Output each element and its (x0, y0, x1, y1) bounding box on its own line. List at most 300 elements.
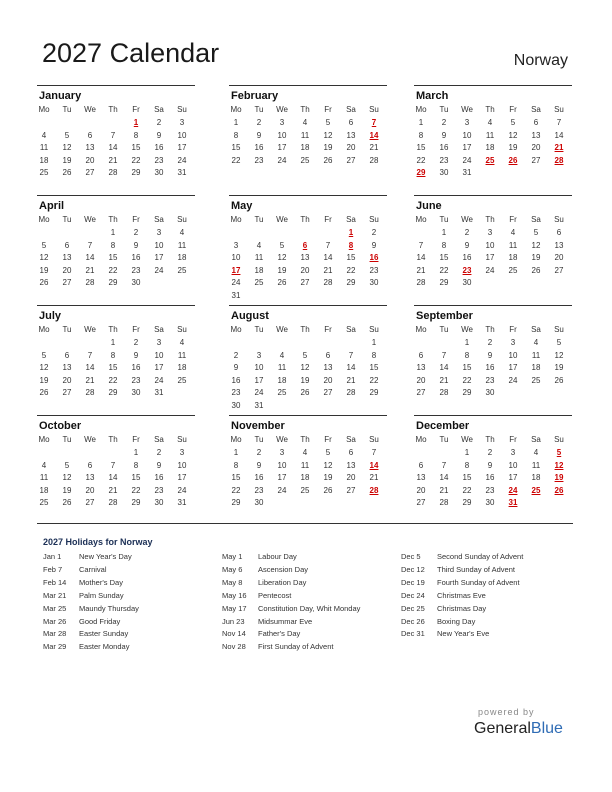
holiday-date: Mar 28 (43, 629, 67, 639)
weekday-header: Mo (415, 215, 427, 224)
day-cell: 23 (369, 265, 379, 275)
day-cell: 14 (108, 473, 118, 483)
holiday-day-cell: 25 (531, 485, 541, 495)
month-divider (414, 415, 572, 416)
weekday-header: Tu (254, 325, 264, 334)
weekday-header: Th (300, 215, 310, 224)
month-name: June (416, 200, 442, 212)
day-cell: 12 (277, 253, 287, 263)
day-cell: 14 (85, 363, 95, 373)
day-cell: 27 (85, 498, 95, 508)
day-cell: 6 (556, 228, 562, 237)
day-cell: 16 (154, 473, 164, 483)
day-cell: 4 (533, 338, 539, 347)
weekday-header: Mo (230, 215, 242, 224)
weekday-header: Sa (346, 435, 356, 444)
day-cell: 22 (231, 485, 241, 495)
holiday-date: Mar 25 (43, 603, 67, 613)
powered-by-text: powered by (478, 707, 535, 717)
day-cell: 21 (323, 265, 333, 275)
weekday-header: Fr (324, 105, 332, 114)
day-cell: 31 (177, 498, 187, 508)
day-cell: 24 (231, 278, 241, 288)
day-cell: 11 (300, 130, 310, 140)
day-cell: 28 (108, 168, 118, 178)
day-cell: 28 (369, 155, 379, 165)
day-cell: 8 (133, 130, 139, 140)
holiday-entry (401, 565, 515, 574)
day-cell: 9 (156, 460, 162, 470)
day-cell: 7 (110, 130, 116, 140)
day-cell: 14 (323, 253, 333, 263)
day-cell: 21 (108, 155, 118, 165)
day-cell: 3 (156, 338, 162, 347)
holiday-entry (222, 565, 308, 574)
day-cell: 29 (346, 278, 356, 288)
holiday-name: Ascension Day (258, 564, 309, 574)
day-cell: 17 (508, 363, 518, 373)
day-cell: 5 (41, 350, 47, 360)
day-cell: 9 (441, 130, 447, 140)
month-divider (37, 305, 195, 306)
month-divider (37, 195, 195, 196)
day-cell: 25 (300, 485, 310, 495)
day-cell: 26 (62, 168, 72, 178)
holiday-name: Good Friday (79, 616, 121, 626)
holiday-day-cell: 6 (302, 240, 308, 250)
day-cell: 8 (233, 130, 239, 140)
holiday-day-cell: 16 (369, 253, 379, 263)
weekday-header: Su (177, 435, 187, 444)
holiday-name: Christmas Day (437, 603, 487, 613)
day-cell: 9 (133, 240, 139, 250)
day-cell: 18 (508, 253, 518, 263)
weekday-header: Tu (62, 105, 72, 114)
holiday-day-cell: 8 (348, 240, 354, 250)
day-cell: 16 (131, 253, 141, 263)
day-cell: 23 (439, 155, 449, 165)
day-cell: 29 (108, 278, 118, 288)
holiday-name: Boxing Day (437, 616, 476, 626)
day-cell: 23 (231, 388, 241, 398)
day-cell: 22 (462, 375, 472, 385)
day-cell: 30 (154, 168, 164, 178)
day-cell: 21 (369, 473, 379, 483)
day-cell: 1 (371, 338, 377, 347)
day-cell: 5 (325, 118, 331, 127)
day-cell: 4 (279, 350, 285, 360)
holiday-date: Dec 5 (401, 552, 421, 561)
holiday-entry (401, 591, 486, 600)
day-cell: 27 (62, 388, 72, 398)
day-cell: 16 (485, 473, 495, 483)
day-cell: 6 (325, 350, 331, 360)
day-cell: 9 (371, 240, 377, 250)
day-cell: 3 (279, 448, 285, 457)
holiday-entry (222, 629, 300, 638)
holiday-entry (43, 642, 129, 651)
holiday-entry (43, 604, 139, 613)
month-name: April (39, 200, 65, 212)
month-june (414, 195, 572, 295)
day-cell: 15 (131, 143, 141, 153)
day-cell: 2 (256, 448, 262, 457)
holiday-date: Dec 24 (401, 590, 425, 600)
month-november (229, 415, 387, 515)
weekday-header: We (276, 215, 288, 224)
weekday-header: Mo (230, 325, 242, 334)
day-cell: 9 (133, 350, 139, 360)
day-cell: 18 (485, 143, 495, 153)
holiday-date: Dec 25 (401, 603, 425, 613)
weekday-header: Tu (439, 105, 449, 114)
day-cell: 18 (39, 485, 49, 495)
day-cell: 4 (302, 448, 308, 457)
day-cell: 31 (177, 168, 187, 178)
holiday-date: Mar 29 (43, 642, 67, 652)
day-cell: 19 (323, 473, 333, 483)
weekday-header: Su (554, 435, 564, 444)
day-cell: 25 (39, 168, 49, 178)
holiday-date: Dec 31 (401, 629, 425, 639)
day-cell: 27 (85, 168, 95, 178)
day-cell: 26 (62, 498, 72, 508)
weekday-header: Fr (324, 215, 332, 224)
weekday-header: Tu (254, 435, 264, 444)
day-cell: 13 (62, 253, 72, 263)
month-name: September (416, 310, 473, 322)
day-cell: 2 (441, 118, 447, 127)
holiday-date: Feb 7 (43, 564, 63, 574)
holiday-date: May 17 (222, 603, 247, 613)
day-cell: 8 (133, 460, 139, 470)
day-cell: 25 (300, 155, 310, 165)
day-cell: 30 (231, 401, 241, 410)
weekday-header: Sa (346, 215, 356, 224)
day-cell: 12 (62, 143, 72, 153)
holiday-day-cell: 19 (554, 473, 564, 483)
day-cell: 29 (462, 498, 472, 508)
holiday-day-cell: 5 (556, 448, 562, 457)
holiday-name: Mother's Day (79, 577, 123, 587)
holiday-entry (222, 552, 297, 561)
holiday-name: Father's Day (258, 629, 301, 639)
divider (37, 523, 573, 524)
day-cell: 23 (154, 485, 164, 495)
day-cell: 31 (231, 291, 241, 300)
day-cell: 8 (110, 240, 116, 250)
day-cell: 13 (416, 473, 426, 483)
weekday-header: Th (108, 435, 118, 444)
day-cell: 11 (300, 460, 310, 470)
weekday-header: Su (177, 215, 187, 224)
weekday-header: We (84, 325, 96, 334)
day-cell: 7 (348, 350, 354, 360)
holiday-day-cell: 14 (369, 130, 379, 140)
day-cell: 3 (156, 228, 162, 237)
day-cell: 10 (485, 240, 495, 250)
holiday-name: Liberation Day (258, 577, 307, 587)
month-divider (414, 195, 572, 196)
holiday-day-cell: 26 (508, 155, 518, 165)
day-cell: 26 (554, 375, 564, 385)
weekday-header: We (84, 105, 96, 114)
day-cell: 17 (254, 375, 264, 385)
day-cell: 4 (41, 130, 47, 140)
day-cell: 10 (508, 350, 518, 360)
weekday-header: Tu (254, 105, 264, 114)
holiday-date: Dec 26 (401, 616, 425, 626)
weekday-header: Tu (62, 215, 72, 224)
holiday-name: Third Sunday of Advent (437, 564, 515, 574)
day-cell: 7 (87, 350, 93, 360)
day-cell: 22 (369, 375, 379, 385)
weekday-header: Th (485, 435, 495, 444)
day-cell: 24 (277, 155, 287, 165)
day-cell: 5 (41, 240, 47, 250)
holiday-name: Palm Sunday (79, 590, 124, 600)
month-name: November (231, 420, 285, 432)
day-cell: 10 (177, 460, 187, 470)
day-cell: 24 (154, 375, 164, 385)
day-cell: 28 (85, 278, 95, 288)
day-cell: 19 (39, 375, 49, 385)
day-cell: 27 (346, 485, 356, 495)
day-cell: 14 (439, 473, 449, 483)
day-cell: 20 (62, 265, 72, 275)
weekday-header: Su (369, 215, 379, 224)
day-cell: 15 (231, 473, 241, 483)
holiday-day-cell: 24 (508, 485, 518, 495)
holiday-day-cell: 26 (554, 485, 564, 495)
holiday-entry (43, 629, 128, 638)
day-cell: 22 (131, 155, 141, 165)
month-february (229, 85, 387, 185)
day-cell: 20 (416, 375, 426, 385)
day-cell: 22 (231, 155, 241, 165)
day-cell: 9 (464, 240, 470, 250)
day-cell: 11 (177, 240, 187, 250)
day-cell: 16 (462, 253, 472, 263)
day-cell: 9 (487, 350, 493, 360)
day-cell: 11 (39, 473, 49, 483)
weekday-header: Th (108, 215, 118, 224)
holiday-date: May 16 (222, 590, 247, 600)
holiday-entry (401, 578, 520, 587)
day-cell: 4 (487, 118, 493, 127)
holiday-name: Christmas Eve (437, 590, 486, 600)
weekday-header: We (461, 325, 473, 334)
day-cell: 23 (485, 375, 495, 385)
day-cell: 20 (85, 155, 95, 165)
weekday-header: Mo (38, 105, 50, 114)
day-cell: 30 (254, 498, 264, 508)
holiday-day-cell: 28 (554, 155, 564, 165)
day-cell: 2 (233, 350, 239, 360)
day-cell: 1 (233, 118, 239, 127)
weekday-header: Mo (38, 215, 50, 224)
day-cell: 3 (256, 350, 262, 360)
day-cell: 20 (323, 375, 333, 385)
day-cell: 30 (439, 168, 449, 178)
day-cell: 16 (254, 473, 264, 483)
month-october (37, 415, 195, 515)
day-cell: 20 (554, 253, 564, 263)
day-cell: 24 (177, 155, 187, 165)
day-cell: 15 (346, 253, 356, 263)
day-cell: 24 (508, 375, 518, 385)
day-cell: 19 (554, 363, 564, 373)
day-cell: 3 (487, 228, 493, 237)
month-divider (37, 415, 195, 416)
weekday-header: Su (177, 105, 187, 114)
day-cell: 2 (487, 448, 493, 457)
day-cell: 18 (300, 473, 310, 483)
day-cell: 4 (179, 338, 185, 347)
day-cell: 8 (418, 130, 424, 140)
day-cell: 30 (462, 278, 472, 288)
month-december (414, 415, 572, 515)
day-cell: 12 (323, 130, 333, 140)
day-cell: 5 (64, 130, 70, 140)
day-cell: 22 (108, 375, 118, 385)
day-cell: 6 (87, 460, 93, 470)
day-cell: 25 (254, 278, 264, 288)
day-cell: 18 (277, 375, 287, 385)
day-cell: 18 (39, 155, 49, 165)
holiday-date: May 8 (222, 577, 243, 587)
holiday-name: Pentecost (258, 590, 292, 600)
day-cell: 22 (416, 155, 426, 165)
day-cell: 25 (177, 375, 187, 385)
day-cell: 21 (439, 485, 449, 495)
holiday-day-cell: 29 (416, 168, 426, 178)
day-cell: 26 (277, 278, 287, 288)
day-cell: 13 (531, 130, 541, 140)
day-cell: 28 (108, 498, 118, 508)
day-cell: 20 (346, 473, 356, 483)
weekday-header: Sa (531, 435, 541, 444)
day-cell: 11 (254, 253, 264, 263)
brand-general-text: General (474, 720, 531, 737)
month-name: May (231, 200, 253, 212)
day-cell: 12 (39, 363, 49, 373)
day-cell: 15 (131, 473, 141, 483)
day-cell: 3 (179, 118, 185, 127)
day-cell: 10 (177, 130, 187, 140)
day-cell: 3 (510, 338, 516, 347)
day-cell: 24 (485, 265, 495, 275)
weekday-header: Su (369, 325, 379, 334)
day-cell: 15 (462, 363, 472, 373)
month-name: February (231, 90, 279, 102)
holiday-name: Fourth Sunday of Advent (437, 577, 520, 587)
day-cell: 2 (156, 118, 162, 127)
day-cell: 29 (131, 498, 141, 508)
day-cell: 14 (439, 363, 449, 373)
day-cell: 4 (41, 460, 47, 470)
month-name: August (231, 310, 269, 322)
day-cell: 27 (323, 388, 333, 398)
weekday-header: Su (554, 215, 564, 224)
holiday-name: Midsummar Eve (258, 616, 313, 626)
day-cell: 2 (256, 118, 262, 127)
weekday-header: Mo (415, 325, 427, 334)
weekday-header: Fr (324, 435, 332, 444)
holiday-day-cell: 23 (462, 265, 472, 275)
day-cell: 21 (369, 143, 379, 153)
holiday-name: Carnival (79, 564, 107, 574)
day-cell: 29 (369, 388, 379, 398)
weekday-header: Tu (62, 325, 72, 334)
day-cell: 20 (346, 143, 356, 153)
day-cell: 28 (85, 388, 95, 398)
holiday-entry (43, 578, 123, 587)
day-cell: 26 (300, 388, 310, 398)
month-divider (229, 415, 387, 416)
holiday-entry (401, 629, 489, 638)
day-cell: 22 (131, 485, 141, 495)
day-cell: 19 (323, 143, 333, 153)
day-cell: 7 (418, 240, 424, 250)
holiday-name: Maundy Thursday (79, 603, 139, 613)
weekday-header: Sa (346, 105, 356, 114)
day-cell: 21 (416, 265, 426, 275)
holiday-date: Jun 23 (222, 616, 245, 626)
day-cell: 9 (256, 460, 262, 470)
day-cell: 31 (462, 168, 472, 178)
day-cell: 27 (62, 278, 72, 288)
day-cell: 2 (156, 448, 162, 457)
day-cell: 15 (462, 473, 472, 483)
day-cell: 18 (177, 253, 187, 263)
day-cell: 28 (416, 278, 426, 288)
holiday-name: Second Sunday of Advent (437, 552, 524, 561)
day-cell: 17 (154, 253, 164, 263)
day-cell: 15 (108, 253, 118, 263)
day-cell: 12 (323, 460, 333, 470)
weekday-header: We (84, 435, 96, 444)
day-cell: 26 (531, 265, 541, 275)
month-january (37, 85, 195, 185)
day-cell: 3 (464, 118, 470, 127)
day-cell: 7 (371, 448, 377, 457)
holiday-date: Dec 12 (401, 564, 425, 574)
month-september (414, 305, 572, 405)
holiday-day-cell: 31 (508, 498, 518, 508)
day-cell: 2 (464, 228, 470, 237)
day-cell: 1 (441, 228, 447, 237)
weekday-header: Fr (132, 435, 140, 444)
day-cell: 1 (110, 338, 116, 347)
holiday-entry (43, 552, 132, 561)
day-cell: 28 (346, 388, 356, 398)
holiday-name: New Year's Eve (437, 629, 490, 639)
weekday-header: Tu (254, 215, 264, 224)
brand-logo[interactable] (474, 720, 563, 738)
day-cell: 12 (531, 240, 541, 250)
weekday-header: Sa (531, 325, 541, 334)
day-cell: 13 (323, 363, 333, 373)
weekday-header: Su (369, 435, 379, 444)
day-cell: 24 (177, 485, 187, 495)
day-cell: 7 (325, 240, 331, 250)
holiday-entry (43, 565, 107, 574)
day-cell: 17 (177, 143, 187, 153)
holiday-entry (401, 617, 475, 626)
day-cell: 27 (554, 265, 564, 275)
day-cell: 7 (441, 350, 447, 360)
